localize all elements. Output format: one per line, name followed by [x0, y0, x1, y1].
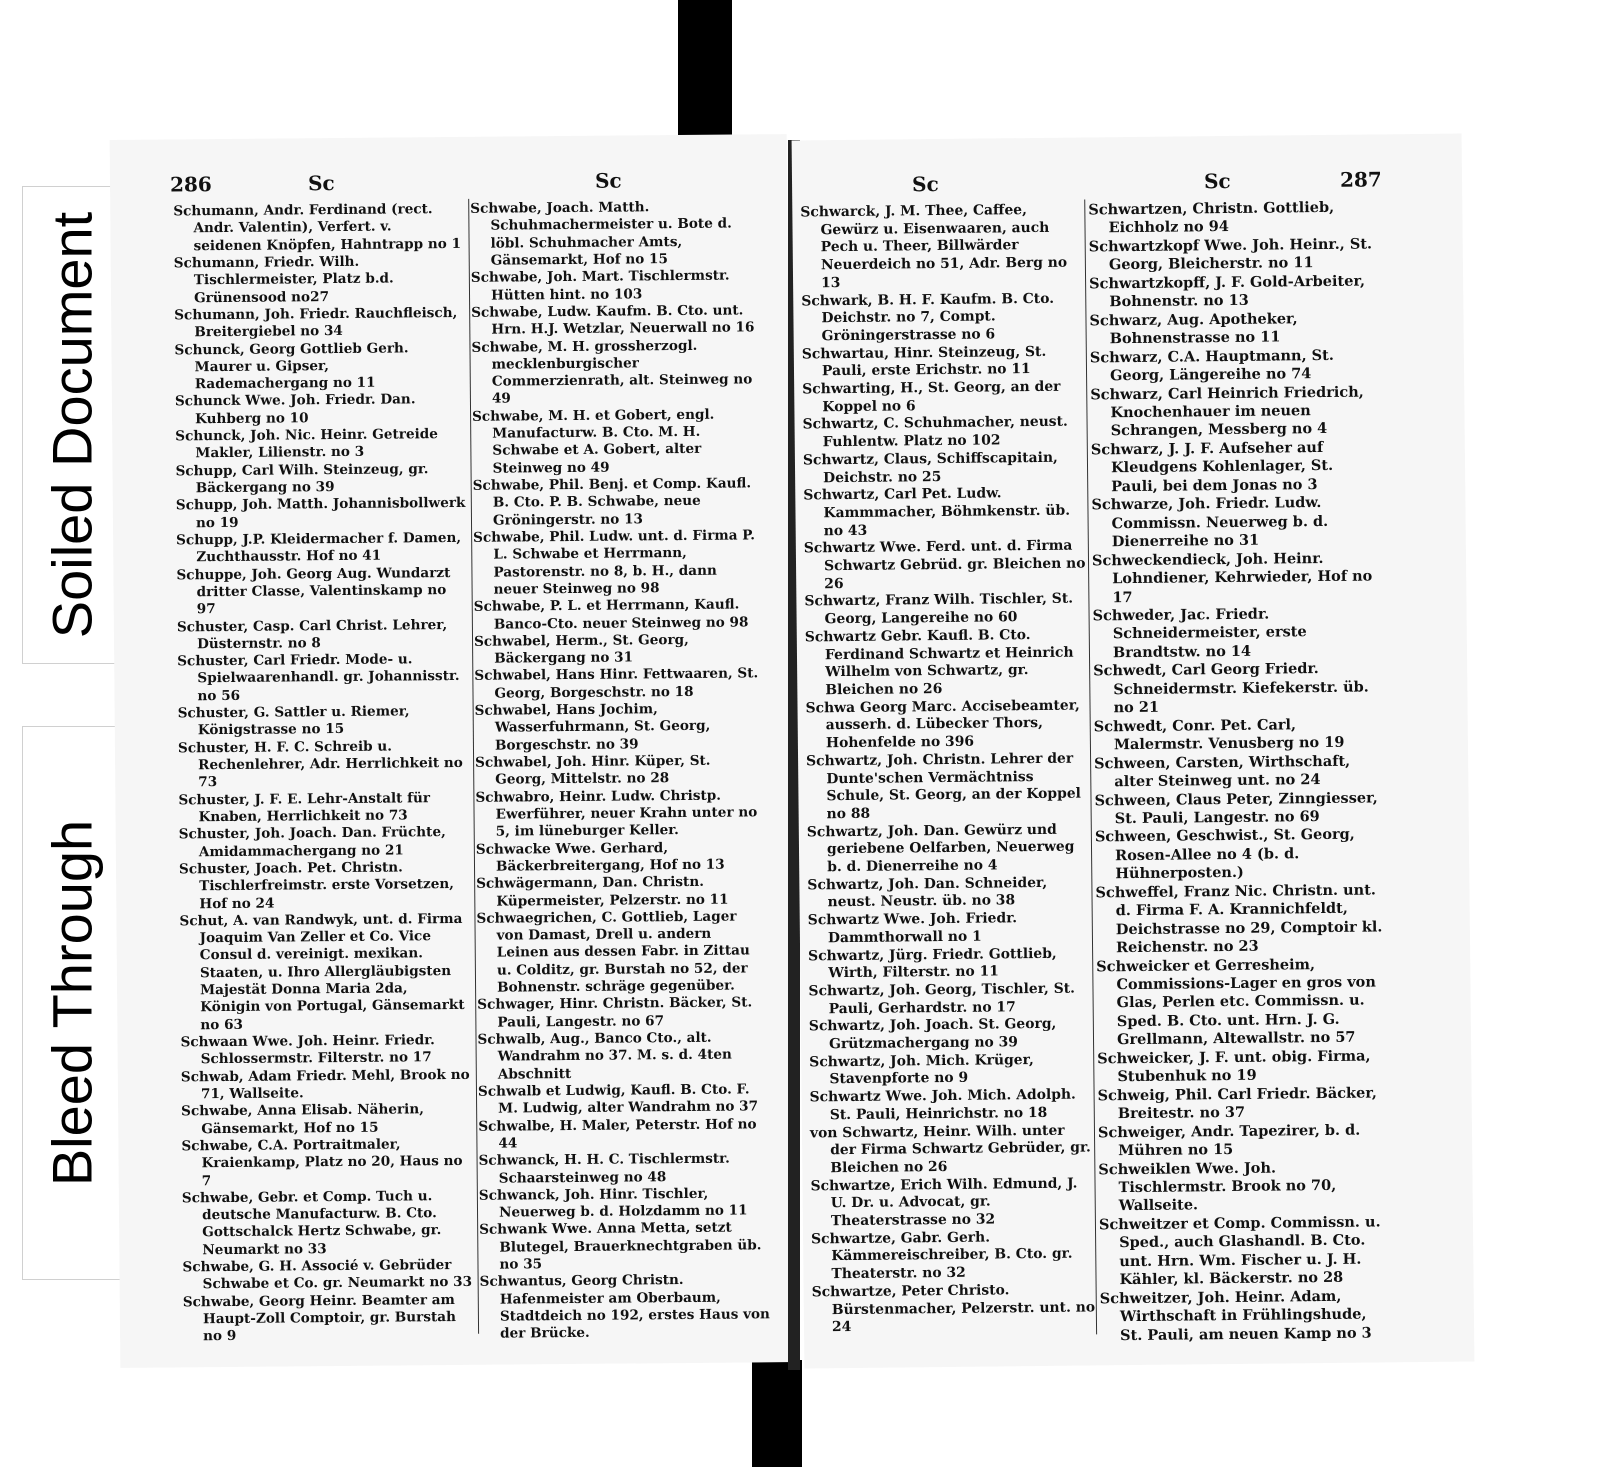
directory-entry: Schwedt, Carl Georg Friedr. Schneidermstr. Kiefekerstr. üb. no 21	[1093, 660, 1369, 717]
directory-entry: Schuster, G. Sattler u. Riemer, Königstrasse no 15	[177, 703, 410, 739]
directory-entry: Schuppe, Joh. Georg Aug. Wundarzt dritter Classe, Valentinskamp no 97	[176, 564, 451, 618]
directory-entry: Schwabe, Ludw. Kaufm. B. Cto. unt. Hrn. H.J. Wetzlar, Neuerwall no 16	[471, 302, 755, 338]
directory-entry: Schupp, Joh. Matth. Johannisbollwerk no 19	[175, 495, 466, 531]
directory-entry: Schwartau, Hinr. Steinzeug, St. Pauli, erste Erichstr. no 11	[801, 343, 1047, 380]
right-page	[792, 134, 1475, 1369]
directory-entry: Schuster, J. F. E. Lehr-Anstalt für Knaben, Herrlichkeit no 73	[178, 789, 431, 826]
running-head-right-1: Sc	[911, 172, 939, 197]
left-column-1	[173, 201, 473, 1346]
directory-entry: Schwedt, Conr. Pet. Carl, Malermstr. Venusberg no 19	[1093, 715, 1345, 754]
directory-entry: Schuster, Joach. Pet. Christn. Tischlerfreimstr. erste Vorsetzen, Hof no 24	[178, 859, 455, 912]
directory-entry: Schwanck, H. H. C. Tischlermstr. Schaarsteinweg no 48	[478, 1150, 730, 1187]
right-column-2	[1088, 198, 1390, 1345]
directory-entry: Schwabe, Anna Elisab. Näherin, Gänsemarkt, Hof no 15	[181, 1101, 424, 1137]
directory-entry: Schweffel, Franz Nic. Christn. unt. d. Firma F. A. Krannichfeldt, Deichstrasse no 29, Comptoir kl. Reichenstr. no 23	[1095, 881, 1383, 957]
directory-entry: Schwartz, Joh. Joach. St. Georg, Grützmachergang no 39	[808, 1016, 1057, 1053]
directory-entry: Schween, Carsten, Wirthschaft, alter Steinweg unt. no 24	[1094, 752, 1351, 791]
directory-entry: Schwalbe, H. Maler, Peterstr. Hof no 44	[478, 1115, 757, 1152]
directory-entry: Schwabe, Phil. Benj. et Comp. Kaufl. B. Cto. P. B. Schwabe, neue Gröningerstr. no 13	[472, 475, 752, 529]
soiled-document-tab	[22, 186, 122, 664]
directory-entry: Schumann, Andr. Ferdinand (rect. Andr. Valentin), Verfert. v. seidenen Knöpfen, Hahntrapp no 1	[173, 201, 462, 254]
directory-entry: Schwabe, C.A. Portraitmaler, Kraienkamp, Platz no 20, Haus no 7	[181, 1136, 463, 1189]
directory-entry: Schwab, Adam Friedr. Mehl, Brook no 71, Wallseite.	[180, 1066, 470, 1103]
directory-entry: Schwabe, Gebr. et Comp. Tuch u. deutsche Manufacturw. B. Cto. Gottschalck Hertz Schwabe, gr. Neumarkt no 33	[181, 1188, 442, 1258]
directory-entry: Schwalb, Aug., Banco Cto., alt. Wandrahm no 37. M. s. d. 4ten Abschnitt	[477, 1029, 732, 1083]
directory-entry: Schwartz Wwe. Joh. Friedr. Dammthorwall no 1	[807, 910, 1018, 947]
directory-entry: Schupp, Carl Wilh. Steinzeug, gr. Bäckergang no 39	[175, 460, 429, 497]
bleed-through-tab	[22, 726, 122, 1280]
directory-entry: Schuster, Casp. Carl Christ. Lehrer, Düsternstr. no 8	[176, 616, 448, 653]
directory-entry: Schwabe, Joh. Mart. Tischlermstr. Hütten hint. no 103	[470, 267, 730, 304]
directory-entry: Schwabe, M. H. grossherzogl. mecklenburgischer Commerzienrath, alt. Steinweg no 49	[471, 337, 753, 408]
directory-entry: Schwabe, P. L. et Herrmann, Kaufl. Banco-Cto. neuer Steinweg no 98	[473, 596, 749, 633]
directory-entry: Schwark, B. H. F. Kaufm. B. Cto. Deichstr. no 7, Compt. Gröningerstrasse no 6	[801, 290, 1055, 345]
directory-entry: Schunck Wwe. Joh. Friedr. Dan. Kuhberg no 10	[174, 391, 416, 427]
directory-entry: Schumann, Friedr. Wilh. Tischlermeister, Platz b.d. Grünensood no27	[173, 253, 394, 306]
binding-strip-top	[678, 0, 732, 142]
directory-entry: Schwarz, Carl Heinrich Friedrich, Knochenhauer im neuen Schrangen, Messberg no 4	[1090, 383, 1364, 440]
directory-entry: Schwartzen, Christn. Gottlieb, Eichholz no 94	[1088, 198, 1335, 237]
directory-entry: Schweitzer, Joh. Heinr. Adam, Wirthschaft in Frühlingshude, St. Pauli, am neuen Kamp no 3	[1099, 1287, 1372, 1344]
directory-entry: Schwartze, Erich Wilh. Edmund, J. U. Dr. u. Advocat, gr. Theaterstrasse no 32	[810, 1175, 1078, 1230]
directory-entry: Schweiger, Andr. Tapezirer, b. d. Mühren no 15	[1097, 1121, 1361, 1160]
directory-entry: Schuster, H. F. C. Schreib u. Rechenlehrer, Adr. Herrlichkeit no 73	[177, 738, 463, 791]
binding-strip-bottom	[752, 1360, 802, 1467]
directory-entry: Schwartz, Joh. Georg, Tischler, St. Pauli, Gerhardstr. no 17	[808, 980, 1076, 1017]
directory-entry: Schwarting, H., St. Georg, an der Koppel no 6	[802, 378, 1061, 415]
directory-entry: Schwacke Wwe. Gerhard, Bäckerbreitergang, Hof no 13	[475, 839, 725, 875]
directory-entry: Schwägermann, Dan. Christn. Küpermeister, Pelzerstr. no 11	[476, 874, 729, 910]
directory-entry: Schwabe, G. H. Associé v. Gebrüder Schwabe et Co. gr. Neumarkt no 33	[182, 1257, 473, 1293]
directory-entry: Schwartz, Franz Wilh. Tischler, St. Georg, Langereihe no 60	[804, 591, 1074, 628]
directory-entry: Schwartz, Joh. Dan. Schneider, neust. Neustr. üb. no 38	[807, 874, 1048, 911]
directory-entry: Schwarck, J. M. Thee, Caffee, Gewürz u. Eisenwaaren, auch Pech u. Theer, Billwärder Neuerdeich no 51, Adr. Berg no 13	[800, 202, 1068, 292]
directory-entry: Schweitzer et Comp. Commissn. u. Sped., auch Glashandl. B. Cto. unt. Hrn. Wm. Fischer u. J. H. Kähler, kl. Bäckerstr. no 28	[1098, 1213, 1381, 1289]
directory-entry: Schweig, Phil. Carl Friedr. Bäcker, Breitestr. no 37	[1097, 1084, 1378, 1123]
directory-entry: Schwartz Gebr. Kaufl. B. Cto. Ferdinand Schwartz et Heinrich Wilhelm von Schwartz, gr. Bleichen no 26	[804, 626, 1074, 699]
directory-entry: Schwartz, Joh. Christn. Lehrer der Dunte'schen Vermächtniss Schule, St. Georg, an der Koppel no 88	[806, 750, 1082, 823]
soiled-document-label: Soiled Document	[40, 211, 104, 639]
directory-entry: Schumann, Joh. Friedr. Rauchfleisch, Breitergiebel no 34	[174, 304, 458, 341]
bleed-through-label: Bleed Through	[40, 819, 104, 1187]
running-head-left-1: Sc	[307, 171, 335, 196]
directory-entry: Schwarz, C.A. Hauptmann, St. Georg, Längereihe no 74	[1089, 346, 1334, 385]
directory-entry: Schut, A. van Randwyk, unt. d. Firma Joaquim Van Zeller et Co. Vice Consul d. vereinigt. mexikan. Staaten, u. Ihro Allergläubigsten Majestät Donna Maria 2da, Königin von Portugal, Gänsemarkt no 63	[179, 910, 465, 1033]
directory-entry: Schupp, J.P. Kleidermacher f. Damen, Zuchthausstr. Hof no 41	[176, 529, 462, 566]
directory-entry: Schwabel, Hans Jochim, Wasserfuhrmann, St. Georg, Borgeschstr. no 39	[474, 701, 711, 754]
directory-entry: Schuster, Carl Friedr. Mode- u. Spielwaarenhandl. gr. Johannisstr. no 56	[177, 651, 460, 704]
left-column-2	[470, 198, 770, 1343]
directory-entry: Schwabro, Heinr. Ludw. Christp. Ewerführer, neuer Krahn unter no 5, im lüneburger Keller.	[475, 787, 758, 840]
directory-entry: Schween, Geschwist., St. Georg, Rosen-Allee no 4 (b. d. Hühnerposten.)	[1094, 826, 1355, 883]
right-column-1	[800, 201, 1096, 1337]
directory-entry: Schwank Wwe. Anna Metta, setzt Blutegel, Brauerknechtgraben üb. no 35	[479, 1220, 762, 1273]
directory-entry: Schweder, Jac. Friedr. Schneidermeister, erste Brandtstw. no 14	[1092, 605, 1307, 662]
directory-entry: Schwa Georg Marc. Accisebeamter, ausserh. d. Lübecker Thors, Hohenfelde no 396	[805, 697, 1080, 752]
directory-entry: Schwartz, Joh. Mich. Krüger, Stavenpforte no 9	[809, 1051, 1034, 1088]
directory-entry: Schwabe, M. H. et Gobert, engl. Manufacturw. B. Cto. M. H. Schwabe et A. Gobert, alter Steinweg no 49	[472, 406, 715, 477]
directory-entry: Schween, Claus Peter, Zinngiesser, St. Pauli, Langestr. no 69	[1094, 788, 1378, 828]
directory-entry: Schwaan Wwe. Joh. Heinr. Friedr. Schlossermstr. Filterstr. no 17	[180, 1032, 435, 1068]
directory-entry: Schwartz, Jürg. Friedr. Gottlieb, Wirth, Filterstr. no 11	[808, 945, 1057, 982]
directory-entry: von Schwartz, Heinr. Wilh. unter der Firma Schwartz Gebrüder, gr. Bleichen no 26	[809, 1122, 1091, 1177]
directory-entry: Schwanck, Joh. Hinr. Tischler, Neuerweg b. d. Holzdamm no 11	[478, 1185, 748, 1221]
directory-entry: Schwartze, Gabr. Gerh. Kämmereischreiber, B. Cto. gr. Theaterstr. no 32	[811, 1229, 1073, 1283]
directory-entry: Schwabe, Georg Heinr. Beamter am Haupt-Zoll Comptoir, gr. Burstah no 9	[182, 1291, 456, 1345]
directory-entry: Schwalb et Ludwig, Kaufl. B. Cto. F. M. Ludwig, alter Wandrahm no 37	[477, 1081, 759, 1117]
directory-entry: Schwartzkopff, J. F. Gold-Arbeiter, Bohnenstr. no 13	[1089, 272, 1366, 311]
running-head-left-2: Sc	[594, 168, 622, 193]
directory-entry: Schwager, Hinr. Christn. Bäcker, St. Pauli, Langestr. no 67	[477, 994, 753, 1031]
directory-entry: Schwabel, Herm., St. Georg, Bäckergang no 31	[473, 631, 689, 667]
directory-entry: Schwarz, Aug. Apotheker, Bohnenstrasse no 11	[1089, 309, 1298, 348]
directory-entry: Schwabel, Hans Hinr. Fettwaaren, St. Georg, Borgeschstr. no 18	[474, 665, 759, 702]
directory-entry: Schwartz, Claus, Schiffscapitain, Deichstr. no 25	[802, 449, 1058, 486]
directory-entry: Schwartz, Joh. Dan. Gewürz und geriebene Oelfarben, Neuerweg b. d. Dienerreihe no 4	[806, 821, 1075, 876]
directory-entry: Schwartz Wwe. Joh. Mich. Adolph. St. Pauli, Heinrichstr. no 18	[809, 1086, 1076, 1124]
running-head-right-2: Sc	[1203, 168, 1231, 194]
left-page	[110, 134, 798, 1368]
directory-entry: Schuster, Joh. Joach. Dan. Früchte, Amidammachergang no 21	[178, 824, 446, 860]
directory-entry: Schwartz, C. Schuhmacher, neust. Fuhlentw. Platz no 102	[802, 414, 1068, 451]
directory-entry: Schwaegrichen, C. Gottlieb, Lager von Damast, Drell u. andern Leinen aus dessen Fabr. in Zittau u. Colditz, gr. Burstah no 52, der Bohnenstr. schräge gegenüber.	[476, 908, 750, 996]
directory-entry: Schwabe, Joach. Matth. Schuhmachermeister u. Bote d. löbl. Schuhmacher Amts, Gänsemarkt, Hof no 15	[470, 199, 732, 269]
directory-entry: Schwabel, Joh. Hinr. Küper, St. Georg, Mittelstr. no 28	[475, 752, 711, 788]
directory-entry: Schweiklen Wwe. Joh. Tischlermstr. Brook no 70, Wallseite.	[1098, 1159, 1337, 1215]
directory-entry: Schwarz, J. J. F. Aufseher auf Kleudgens Kohlenlager, St. Pauli, bei dem Jonas no 3	[1090, 438, 1334, 496]
directory-entry: Schwabe, Phil. Ludw. unt. d. Firma P. L. Schwabe et Herrmann, Pastorenstr. no 8, b. H., dann neuer Steinweg no 98	[473, 527, 756, 598]
page-number-left: 286	[169, 172, 212, 197]
directory-entry: Schunck, Georg Gottlieb Gerh. Maurer u. Gipser, Rademachergang no 11	[174, 339, 409, 393]
directory-entry: Schwartze, Peter Christo. Bürstenmacher, Pelzerstr. unt. no 24	[811, 1282, 1096, 1336]
directory-entry: Schwartzkopf Wwe. Joh. Heinr., St. Georg, Bleicherstr. no 11	[1088, 235, 1373, 274]
directory-entry: Schweicker, J. F. unt. obig. Firma, Stubenhuk no 19	[1097, 1047, 1371, 1086]
directory-entry: Schwartz, Carl Pet. Ludw. Kammmacher, Böhmkenstr. üb. no 43	[803, 485, 1071, 539]
directory-entry: Schweckendieck, Joh. Heinr. Lohndiener, Kehrwieder, Hof no 17	[1091, 549, 1373, 606]
directory-entry: Schwartz Wwe. Ferd. unt. d. Firma Schwartz Gebrüd. gr. Bleichen no 26	[803, 537, 1086, 592]
directory-entry: Schwantus, Georg Christn. Hafenmeister am Oberbaum, Stadtdeich no 192, erstes Haus von der Brücke.	[479, 1272, 770, 1342]
page-number-right: 287	[1339, 167, 1382, 192]
directory-entry: Schwarze, Joh. Friedr. Ludw. Commissn. Neuerweg b. d. Dienerreihe no 31	[1091, 494, 1329, 551]
directory-entry: Schweicker et Gerresheim, Commissions-Lager en gros von Glas, Perlen etc. Commissn. u. Sped. B. Cto. unt. Hrn. J. G. Grellmann, Altewallstr. no 57	[1096, 955, 1376, 1049]
directory-entry: Schunck, Joh. Nic. Heinr. Getreide Makler, Lilienstr. no 3	[175, 426, 438, 462]
